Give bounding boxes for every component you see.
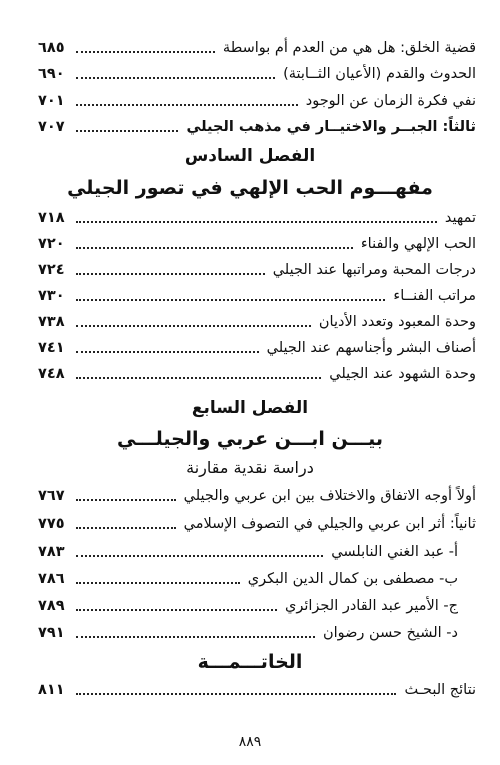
leader-dots <box>76 377 321 379</box>
toc-entry[interactable] <box>38 676 476 700</box>
entry-title: أصناف البشر وأجناسهم عند الجيلي <box>266 340 476 356</box>
toc-entry[interactable] <box>38 360 476 384</box>
entry-title: مراتب الفنــاء <box>393 288 476 304</box>
entry-title: الحب الإلهي والفناء <box>360 236 476 252</box>
toc-entry-creation[interactable] <box>38 34 476 58</box>
conclusion-label: الخاتـــمـــة <box>197 651 303 673</box>
entry-title: تمهيد <box>444 210 476 226</box>
entry-page: ٧٠١ <box>38 93 65 109</box>
toc-entry[interactable] <box>38 204 476 228</box>
leader-dots <box>76 351 259 353</box>
leader-dots <box>76 51 215 53</box>
toc-entry[interactable] <box>38 334 476 358</box>
toc-entry[interactable] <box>38 592 476 616</box>
leader-dots <box>76 299 385 301</box>
toc-entry[interactable] <box>38 619 476 643</box>
chapter-7-title: بيـــن ابـــن عربي والجيلـــي <box>116 428 384 450</box>
entry-title: د- الشيخ حسن رضوان <box>322 625 458 641</box>
entry-page: ٧٢٠ <box>38 236 65 252</box>
entry-page: ٧٩١ <box>38 625 65 641</box>
toc-entry[interactable] <box>38 230 476 254</box>
leader-dots <box>76 527 176 529</box>
leader-dots <box>76 636 315 638</box>
entry-page: ٧٠٧ <box>38 119 65 135</box>
toc-entry[interactable] <box>38 565 476 589</box>
entry-page: ٧٢٤ <box>38 262 65 278</box>
entry-page: ٦٨٥ <box>38 40 65 56</box>
chapter-6-label: الفصل السادس <box>184 146 316 166</box>
leader-dots <box>76 247 353 249</box>
entry-title: ثالثاً: الجبــر والاختيــار في مذهب الجيلي <box>186 119 476 135</box>
toc-entry-time[interactable] <box>38 87 476 111</box>
leader-dots <box>76 273 265 275</box>
leader-dots <box>76 130 178 132</box>
entry-title: الحدوث والقدم (الأعيان الثــابتة) <box>283 66 476 82</box>
entry-title: ثانياً: أثر ابن عربي والجيلي في التصوف الإسلامي <box>183 516 476 532</box>
entry-title: نفي فكرة الزمان عن الوجود <box>305 93 476 109</box>
entry-page: ٧٨٣ <box>38 544 65 560</box>
chapter-7-subtitle: دراسة نقدية مقارنة <box>186 458 314 477</box>
toc-entry-origination[interactable] <box>38 60 476 84</box>
entry-page: ٧١٨ <box>38 210 65 226</box>
leader-dots <box>76 693 396 695</box>
entry-page: ٧٤١ <box>38 340 65 356</box>
toc-entry[interactable] <box>38 510 476 534</box>
entry-page: ٧٣٨ <box>38 314 65 330</box>
entry-page: ٧٨٦ <box>38 571 65 587</box>
entry-page: ٧٣٠ <box>38 288 65 304</box>
entry-title: درجات المحبة ومراتبها عند الجيلي <box>272 262 476 278</box>
chapter-7-label: الفصل السابع <box>191 398 309 418</box>
toc-entry[interactable] <box>38 282 476 306</box>
entry-title: أ- عبد الغني النابلسي <box>331 544 458 560</box>
leader-dots <box>76 221 437 223</box>
leader-dots <box>76 499 176 501</box>
leader-dots <box>76 609 277 611</box>
toc-entry[interactable] <box>38 482 476 506</box>
entry-title: ج- الأمير عبد القادر الجزائري <box>285 598 458 614</box>
entry-title: وحدة المعبود وتعدد الأديان <box>318 314 476 330</box>
toc-entry[interactable] <box>38 538 476 562</box>
entry-title: أولاً أوجه الاتفاق والاختلاف بين ابن عربي والجيلي <box>183 488 476 504</box>
leader-dots <box>76 555 323 557</box>
entry-page: ٧٤٨ <box>38 366 65 382</box>
leader-dots <box>76 582 240 584</box>
entry-title: وحدة الشهود عند الجيلي <box>329 366 476 382</box>
entry-title: ب- مصطفى بن كمال الدين البكري <box>247 571 458 587</box>
entry-title: قضية الخلق: هل هي من العدم أم بواسطة <box>222 40 476 56</box>
toc-entry[interactable] <box>38 308 476 332</box>
entry-page: ٨١١ <box>38 682 65 698</box>
toc-entry-free-will[interactable] <box>38 113 476 137</box>
entry-title: نتائج البحـث <box>404 682 476 698</box>
entry-page: ٧٦٧ <box>38 488 65 504</box>
entry-page: ٧٧٥ <box>38 516 65 532</box>
toc-entry[interactable] <box>38 256 476 280</box>
entry-page: ٧٨٩ <box>38 598 65 614</box>
entry-page: ٦٩٠ <box>38 66 65 82</box>
leader-dots <box>76 325 311 327</box>
leader-dots <box>76 104 298 106</box>
page-number: ٨٨٩ <box>238 734 262 750</box>
leader-dots <box>76 77 275 79</box>
chapter-6-title: مفهـــوم الحب الإلهي في تصور الجيلي <box>67 177 433 199</box>
